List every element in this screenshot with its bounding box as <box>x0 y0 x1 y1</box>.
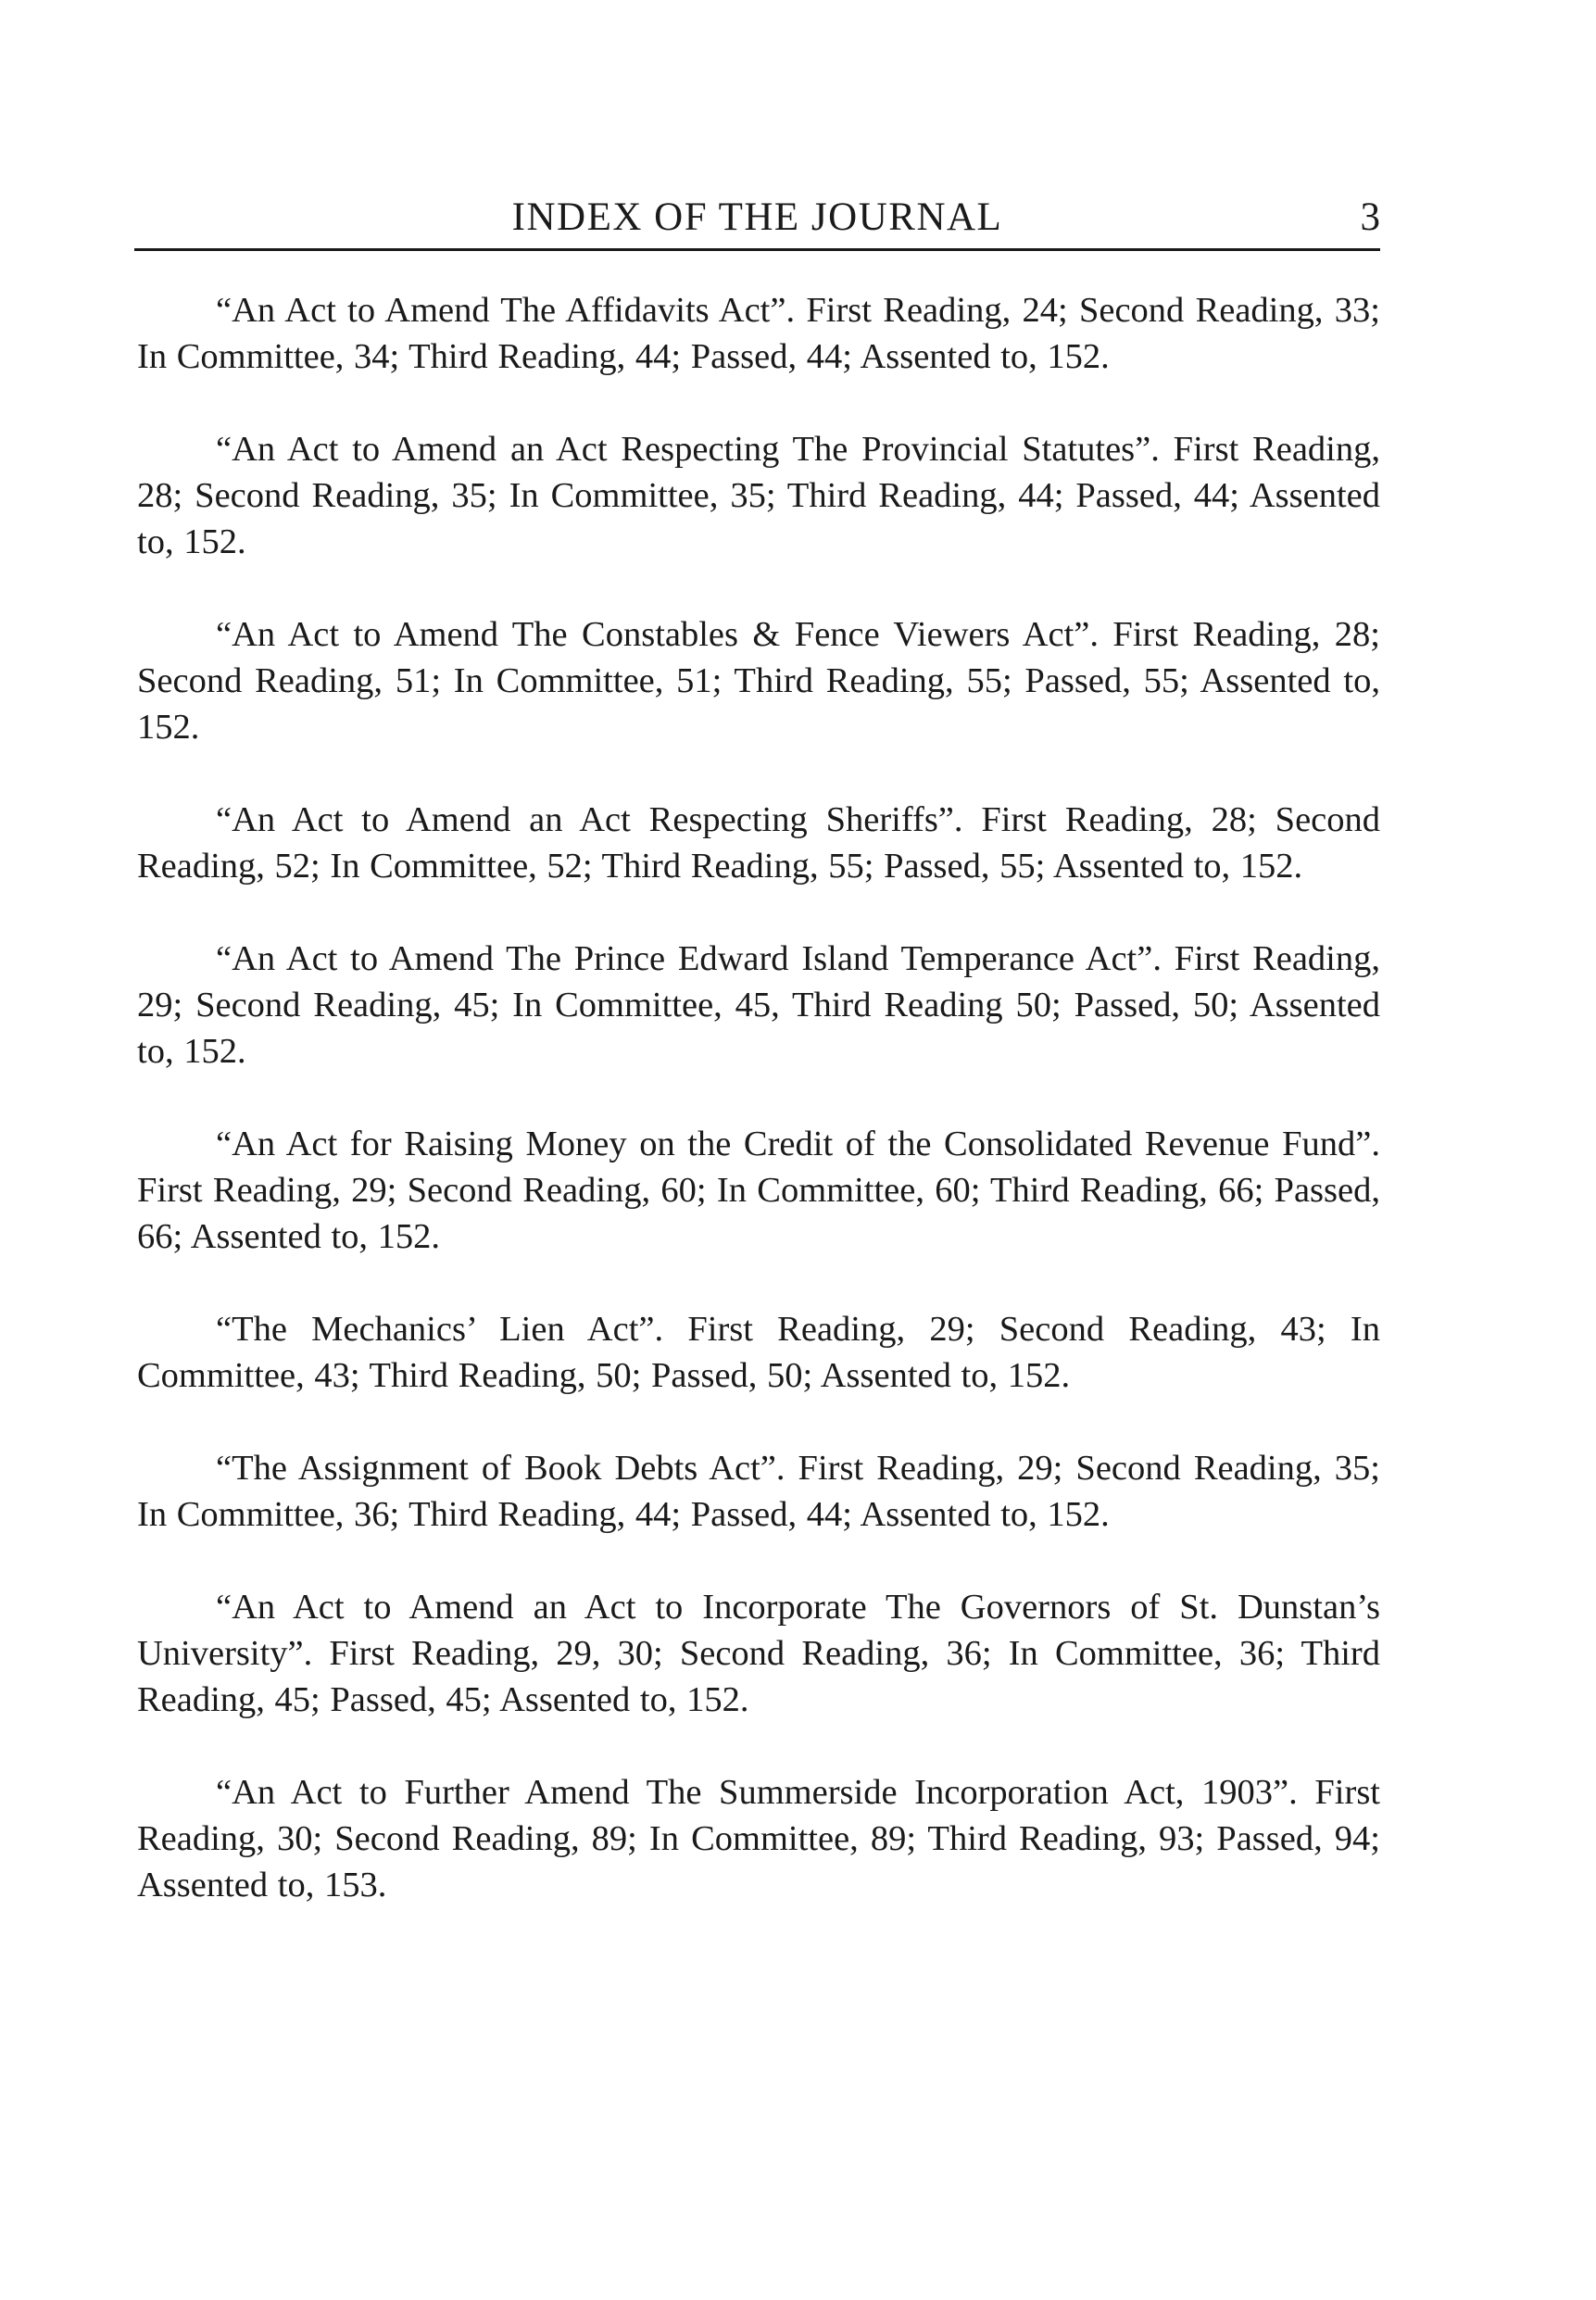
index-entry: “The Assignment of Book Debts Act”. First Reading, 29; Second Reading, 35; In Committee, 36; Third Reading, 44; Passed, 44; Assented to, 152. <box>137 1449 1380 1534</box>
running-header <box>134 190 1380 245</box>
index-entry: “An Act to Amend The Prince Edward Island Temperance Act”. First Reading, 29; Second Reading, 45; In Committee, 45, Third Reading 50; Passed, 50; Assented to, 152. <box>137 939 1380 1071</box>
page-number: 3 <box>1360 195 1380 239</box>
index-entry: “An Act to Amend The Affidavits Act”. First Reading, 24; Second Reading, 33; In Committee, 34; Third Reading, 44; Passed, 44; Assented to, 152. <box>137 291 1380 376</box>
index-entry: “An Act to Amend an Act Respecting Sheriffs”. First Reading, 28; Second Reading, 52; In Committee, 52; Third Reading, 55; Passed, 55; Assented to, 152. <box>137 800 1380 886</box>
index-entry: “An Act to Amend an Act Respecting The Provincial Statutes”. First Reading, 28; Second Reading, 35; In Committee, 35; Third Reading, 44; Passed, 44; Assented to, 152. <box>137 430 1380 561</box>
header-rule <box>134 248 1380 251</box>
index-entries <box>137 287 1380 1954</box>
index-entry: “The Mechanics’ Lien Act”. First Reading, 29; Second Reading, 43; In Committee, 43; Third Reading, 50; Passed, 50; Assented to, 152. <box>137 1310 1380 1395</box>
index-entry: “An Act to Further Amend The Summerside Incorporation Act, 1903”. First Reading, 30; Second Reading, 89; In Committee, 89; Third Reading, 93; Passed, 94; Assented to, 153. <box>137 1773 1380 1904</box>
page-title: INDEX OF THE JOURNAL <box>511 195 1003 239</box>
index-entry: “An Act to Amend The Constables & Fence Viewers Act”. First Reading, 28; Second Reading, 51; In Committee, 51; Third Reading, 55; Passed, 55; Assented to, 152. <box>137 615 1380 747</box>
index-entry: “An Act for Raising Money on the Credit of the Consolidated Revenue Fund”. First Reading, 29; Second Reading, 60; In Committee, 60; Third Reading, 66; Passed, 66; Assented to, 152. <box>137 1125 1380 1256</box>
index-entry: “An Act to Amend an Act to Incorporate The Governors of St. Dunstan’s University”. First Reading, 29, 30; Second Reading, 36; In Committee, 36; Third Reading, 45; Passed, 45; Assented to, 152. <box>137 1588 1380 1719</box>
